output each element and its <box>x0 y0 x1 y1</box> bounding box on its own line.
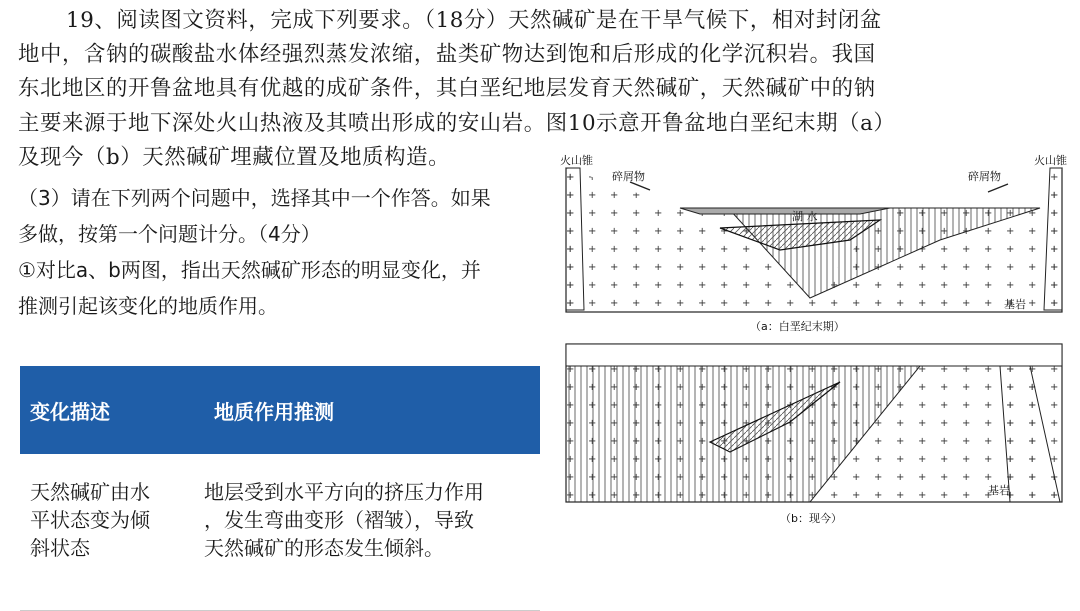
subquestion-line: 多做，按第一个问题计分。（4分） <box>18 222 321 246</box>
cell-line: 天然碱矿由水 <box>30 480 150 504</box>
figure-b-caption: （b：现今） <box>780 512 842 525</box>
debris-label-left: 碎屑物 <box>612 170 645 183</box>
debris-label-right: 碎屑物 <box>968 170 1001 183</box>
header-change: 变化描述 <box>30 399 110 424</box>
figure-a-diagram <box>560 150 1070 340</box>
lake-water <box>680 208 890 214</box>
subquestion-text <box>18 180 548 324</box>
lake-label: 湖 水 <box>792 210 818 223</box>
answer-table <box>20 366 540 611</box>
question-line: 19、阅读图文资料，完成下列要求。（18分）天然碱矿是在干旱气候下，相对封闭盆 <box>66 8 882 33</box>
header-cause: 地质作用推测 <box>214 399 334 424</box>
question-line: 东北地区的开鲁盆地具有优越的成矿条件，其白垩纪地层发育天然碱矿，天然碱矿中的钠 <box>18 76 876 102</box>
cell-line: ，发生弯曲变形（褶皱），导致 <box>204 508 474 532</box>
bedrock-label: 基岩 <box>1004 298 1026 311</box>
bedrock-label: 基岩 <box>988 484 1010 497</box>
table-header <box>20 366 540 454</box>
table-row <box>20 454 540 611</box>
cell-line: 平状态变为倾 <box>30 508 150 532</box>
figure-b-diagram <box>560 342 1070 532</box>
surface-layer <box>566 344 1062 366</box>
figure-a-caption: （a：白垩纪末期） <box>750 320 845 333</box>
cell-line: 天然碱矿的形态发生倾斜。 <box>204 536 444 560</box>
question-line: 及现今（b）天然碱矿埋藏位置及地质构造。 <box>18 144 451 170</box>
subquestion-line: 推测引起该变化的地质作用。 <box>18 294 278 318</box>
subquestion-line: （3）请在下列两个问题中，选择其中一个作答。如果 <box>18 186 491 210</box>
cell-line: 斜状态 <box>30 536 90 560</box>
volcano-label-left: 火山锥 <box>560 154 593 167</box>
question-line: 主要来源于地下深处火山热液及其喷出形成的安山岩。图10示意开鲁盆地白垩纪末期（a） <box>18 110 896 136</box>
subquestion-line: ①对比a、b两图，指出天然碱矿形态的明显变化，并 <box>18 258 481 282</box>
cell-cause <box>204 478 540 610</box>
question-line: 地中，含钠的碳酸盐水体经强烈蒸发浓缩，盐类矿物达到饱和后形成的化学沉积岩。我国 <box>18 42 876 68</box>
cell-line: 地层受到水平方向的挤压力作用 <box>204 480 484 504</box>
volcano-label-right: 火山锥 <box>1034 154 1067 167</box>
cell-change <box>20 478 204 610</box>
